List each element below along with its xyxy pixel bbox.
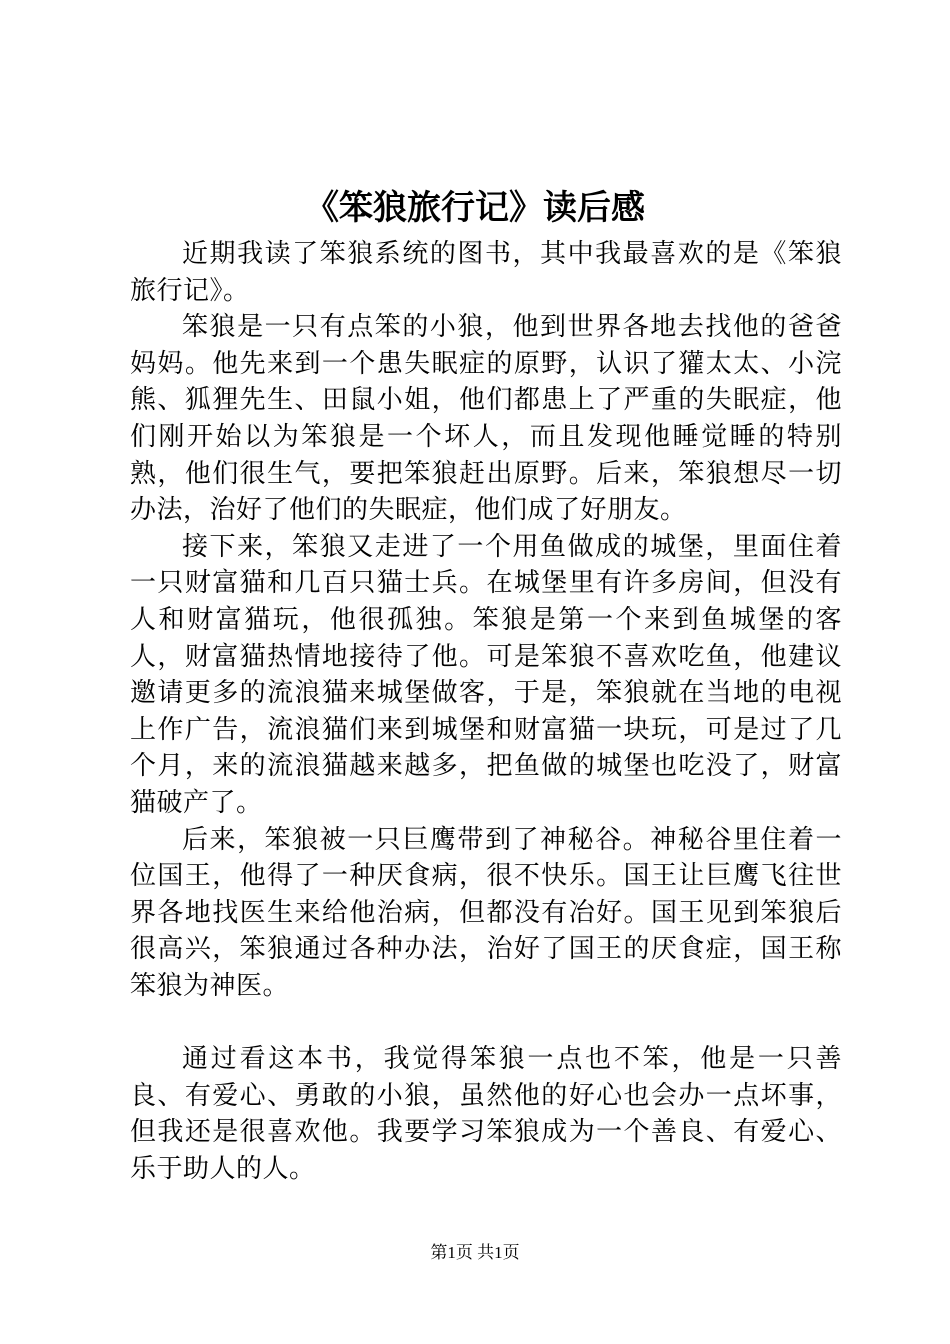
paragraph-intro: 近期我读了笨狼系统的图书，其中我最喜欢的是《笨狼旅行记》。: [130, 239, 842, 306]
paragraph-spacer: [130, 1004, 842, 1041]
paragraph-conclusion: 通过看这本书，我觉得笨狼一点也不笨，他是一只善良、有爱心、勇敢的小狼，虽然他的好心也会办一点坏事，但我还是很喜欢他。我要学习笨狼成为一个善良、有爱心、乐于助人的人。: [130, 1044, 842, 1184]
paragraph-insomnia-field: 笨狼是一只有点笨的小狼，他到世界各地去找他的爸爸妈妈。他先来到一个患失眠症的原野，认识了獾太太、小浣熊、狐狸先生、田鼠小姐，他们都患上了严重的失眠症，他们刚开始以为笨狼是一个坏人，而且发现他睡觉睡的特别熟，他们很生气，要把笨狼赶出原野。后来，笨狼想尽一切办法，治好了他们的失眠症，他们成了好朋友。: [130, 312, 842, 526]
page-footer: 第1页 共1页: [430, 1243, 520, 1262]
document-body: [130, 236, 842, 1187]
document-title: 《笨狼旅行记》读后感: [305, 188, 645, 228]
paragraph-fish-castle: 接下来，笨狼又走进了一个用鱼做成的城堡，里面住着一只财富猫和几百只猫士兵。在城堡里有许多房间，但没有人和财富猫玩，他很孤独。笨狼是第一个来到鱼城堡的客人，财富猫热情地接待了他。可是笨狼不喜欢吃鱼，他建议邀请更多的流浪猫来城堡做客，于是，笨狼就在当地的电视上作广告，流浪猫们来到城堡和财富猫一块玩，可是过了几个月，来的流浪猫越来越多，把鱼做的城堡也吃没了，财富猫破产了。: [130, 531, 842, 818]
paragraph-mystery-valley: 后来，笨狼被一只巨鹰带到了神秘谷。神秘谷里住着一位国王，他得了一种厌食病，很不快乐。国王让巨鹰飞往世界各地找医生来给他治病，但都没有冶好。国王见到笨狼后很高兴，笨狼通过各种办法，治好了国王的厌食症，国王称笨狼为神医。: [130, 824, 842, 1001]
